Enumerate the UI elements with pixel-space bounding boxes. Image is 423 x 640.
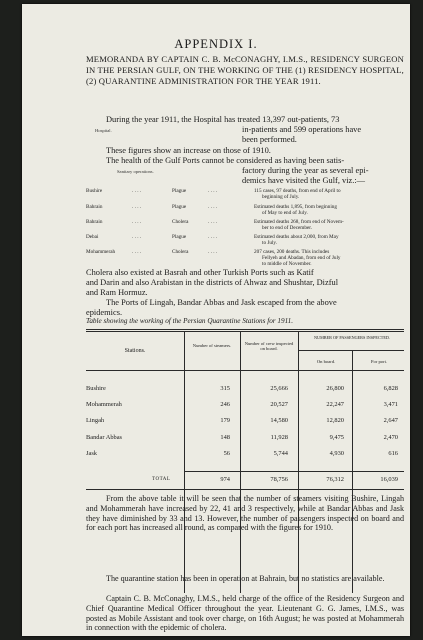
- sanitary-line-2: factory during the year as several epi-: [242, 166, 369, 175]
- table-row-crew: 14,580: [270, 417, 288, 424]
- appendix-title: APPENDIX I.: [174, 37, 258, 51]
- dot-leader: . . . .: [208, 249, 218, 255]
- disease-note: of May to end of July.: [262, 210, 308, 216]
- sanitary-line-3: demics have visited the Gulf, viz.:—: [242, 176, 366, 185]
- sanitary-side-label: Sanitary operations.: [117, 169, 154, 174]
- disease-place: Bahrain: [86, 219, 103, 225]
- table-total-steamers: 974: [220, 476, 230, 483]
- table-row-on-board: 9,475: [329, 434, 344, 441]
- table-row-steamers: 56: [223, 450, 230, 457]
- hospital-side-label: Hospital.: [95, 128, 112, 133]
- disease-name: Cholera: [172, 249, 189, 255]
- dot-leader: . . . .: [132, 234, 142, 240]
- disease-note: Fellyeh and Abadan, from end of July: [262, 255, 341, 261]
- disease-note: 115 cases, 97 deaths, from end of April to: [254, 188, 341, 194]
- cholera-line-2: and Darin and also Arabistan in the districts of Ahwaz and Shushtar, Dizful: [86, 278, 339, 287]
- table-row-for-port: 2,647: [383, 417, 398, 424]
- table-row-steamers: 148: [220, 434, 230, 441]
- table-row-station: Bushire: [86, 385, 106, 392]
- hospital-line-3: been performed.: [242, 135, 297, 144]
- document-page: [22, 4, 410, 636]
- header-crew: Number of crew inspected on board.: [244, 341, 294, 352]
- table-total-label: TOTAL: [152, 477, 171, 482]
- table-row-for-port: 3,471: [383, 401, 398, 408]
- disease-name: Plague: [172, 204, 187, 210]
- disease-note: Estimated deaths about 2,000, from May: [254, 234, 339, 240]
- disease-place: Bahrain: [86, 204, 103, 210]
- header-on-board: On board.: [316, 359, 336, 364]
- table-row-on-board: 26,800: [326, 385, 344, 392]
- table-row-crew: 11,928: [270, 434, 288, 441]
- disease-note: ber to end of December.: [262, 225, 312, 231]
- disease-note: Estimated deaths 1,895, from beginning: [254, 204, 337, 210]
- disease-note: to July.: [262, 240, 277, 246]
- table-row-station: Lingah: [86, 417, 105, 424]
- cholera-line-1: Cholera also existed at Basrah and other Turkish Ports such as Katif: [86, 268, 314, 277]
- closing-paragraph-2: The quarantine station has been in operation at Bahrain, but no statistics are available.: [106, 574, 385, 583]
- table-row-crew: 20,527: [270, 401, 288, 408]
- table-row-for-port: 2,470: [383, 434, 398, 441]
- cholera-line-3: and Ram Hormuz.: [86, 288, 148, 297]
- dot-leader: . . . .: [132, 188, 142, 194]
- disease-note: to middle of November.: [262, 261, 312, 267]
- disease-place: Debai: [86, 234, 99, 240]
- ports-line-2: epidemics.: [86, 308, 123, 317]
- dot-leader: . . . .: [132, 249, 142, 255]
- table-total-for-port: 16,039: [380, 476, 398, 483]
- table-row-crew: 25,666: [270, 385, 288, 392]
- table-total-crew: 78,756: [270, 476, 288, 483]
- hospital-line-4: These figures show an increase on those of 1910.: [106, 146, 271, 155]
- sanitary-line-1: The health of the Gulf Ports cannot be considered as having been satis-: [106, 156, 345, 165]
- table-row-station: Jask: [86, 450, 98, 457]
- disease-note: Estimated deaths 268, from end of Novem-: [254, 219, 344, 225]
- table-total-on-board: 76,312: [326, 476, 344, 483]
- dot-leader: . . . .: [132, 204, 142, 210]
- dot-leader: . . . .: [208, 204, 218, 210]
- hospital-line-2: in-patients and 599 operations have: [242, 125, 362, 134]
- disease-name: Plague: [172, 188, 187, 194]
- table-row-for-port: 6,828: [383, 385, 398, 392]
- dot-leader: . . . .: [208, 188, 218, 194]
- disease-note: 207 cases, 200 deaths. This includes: [254, 249, 330, 255]
- disease-name: Plague: [172, 234, 187, 240]
- closing-paragraph-1: From the above table it will be seen that the number of steamers visiting Bushire, Lingah and Mohammerah have increased by 22, 41 and 3 respectively, while at Bandar Abbas and Jask they have diminished by 33 and 13. However, the number of passengers inspected on board and for each port has increased all round, as compared with the figures for 1910.: [86, 494, 404, 533]
- dot-leader: . . . .: [208, 234, 218, 240]
- memo-heading: MEMORANDA BY CAPTAIN C. B. McCONAGHY, I.M.S., RESIDENCY SURGEON IN THE PERSIAN GULF, ON THE WORKING OF THE (1) RESIDENCY HOSPITAL, (2) QUARANTINE ADMINISTRATION FOR THE YEAR 1911.: [86, 54, 404, 86]
- disease-note: beginning of July.: [262, 194, 300, 200]
- table-row-steamers: 315: [220, 385, 230, 392]
- table-row-for-port: 616: [388, 450, 398, 457]
- disease-name: Cholera: [172, 219, 189, 225]
- table-row-station: Bandar Abbas: [86, 434, 123, 441]
- table-caption: Table showing the working of the Persian Quarantine Stations for 1911.: [86, 317, 294, 325]
- ports-line-1: The Ports of Lingah, Bandar Abbas and Jask escaped from the above: [106, 298, 337, 307]
- disease-place: Mohammerah: [86, 249, 116, 255]
- table-row-station: Mohammerah: [86, 401, 122, 408]
- header-passengers: NUMBER OF PASSENGERS INSPECTED.: [314, 335, 390, 340]
- table-row-on-board: 22,247: [326, 401, 344, 408]
- closing-paragraph-3: Captain C. B. McConaghy, I.M.S., held charge of the office of the Residency Surgeon and Chief Quarantine Medical Officer throughout the year. Lieutenant G. G. James, I.M.S., was posted as Mobile Assistant and took over charge, on 16th August; he was posted at Mohammerah in connection with the epidemic of cholera.: [86, 594, 404, 633]
- disease-place: Bushire: [86, 188, 103, 194]
- table-row-crew: 5,744: [273, 450, 288, 457]
- dot-leader: . . . .: [208, 219, 218, 225]
- header-for-port: For port.: [370, 359, 388, 364]
- dot-leader: . . . .: [132, 219, 142, 225]
- table-row-steamers: 179: [220, 417, 230, 424]
- table-row-on-board: 4,930: [329, 450, 344, 457]
- header-stations: Stations.: [124, 348, 146, 354]
- hospital-line-1: During the year 1911, the Hospital has treated 13,397 out-patients, 73: [106, 115, 340, 124]
- header-steamers: Number of steamers.: [192, 343, 232, 348]
- table-row-on-board: 12,820: [326, 417, 344, 424]
- table-row-steamers: 246: [220, 401, 230, 408]
